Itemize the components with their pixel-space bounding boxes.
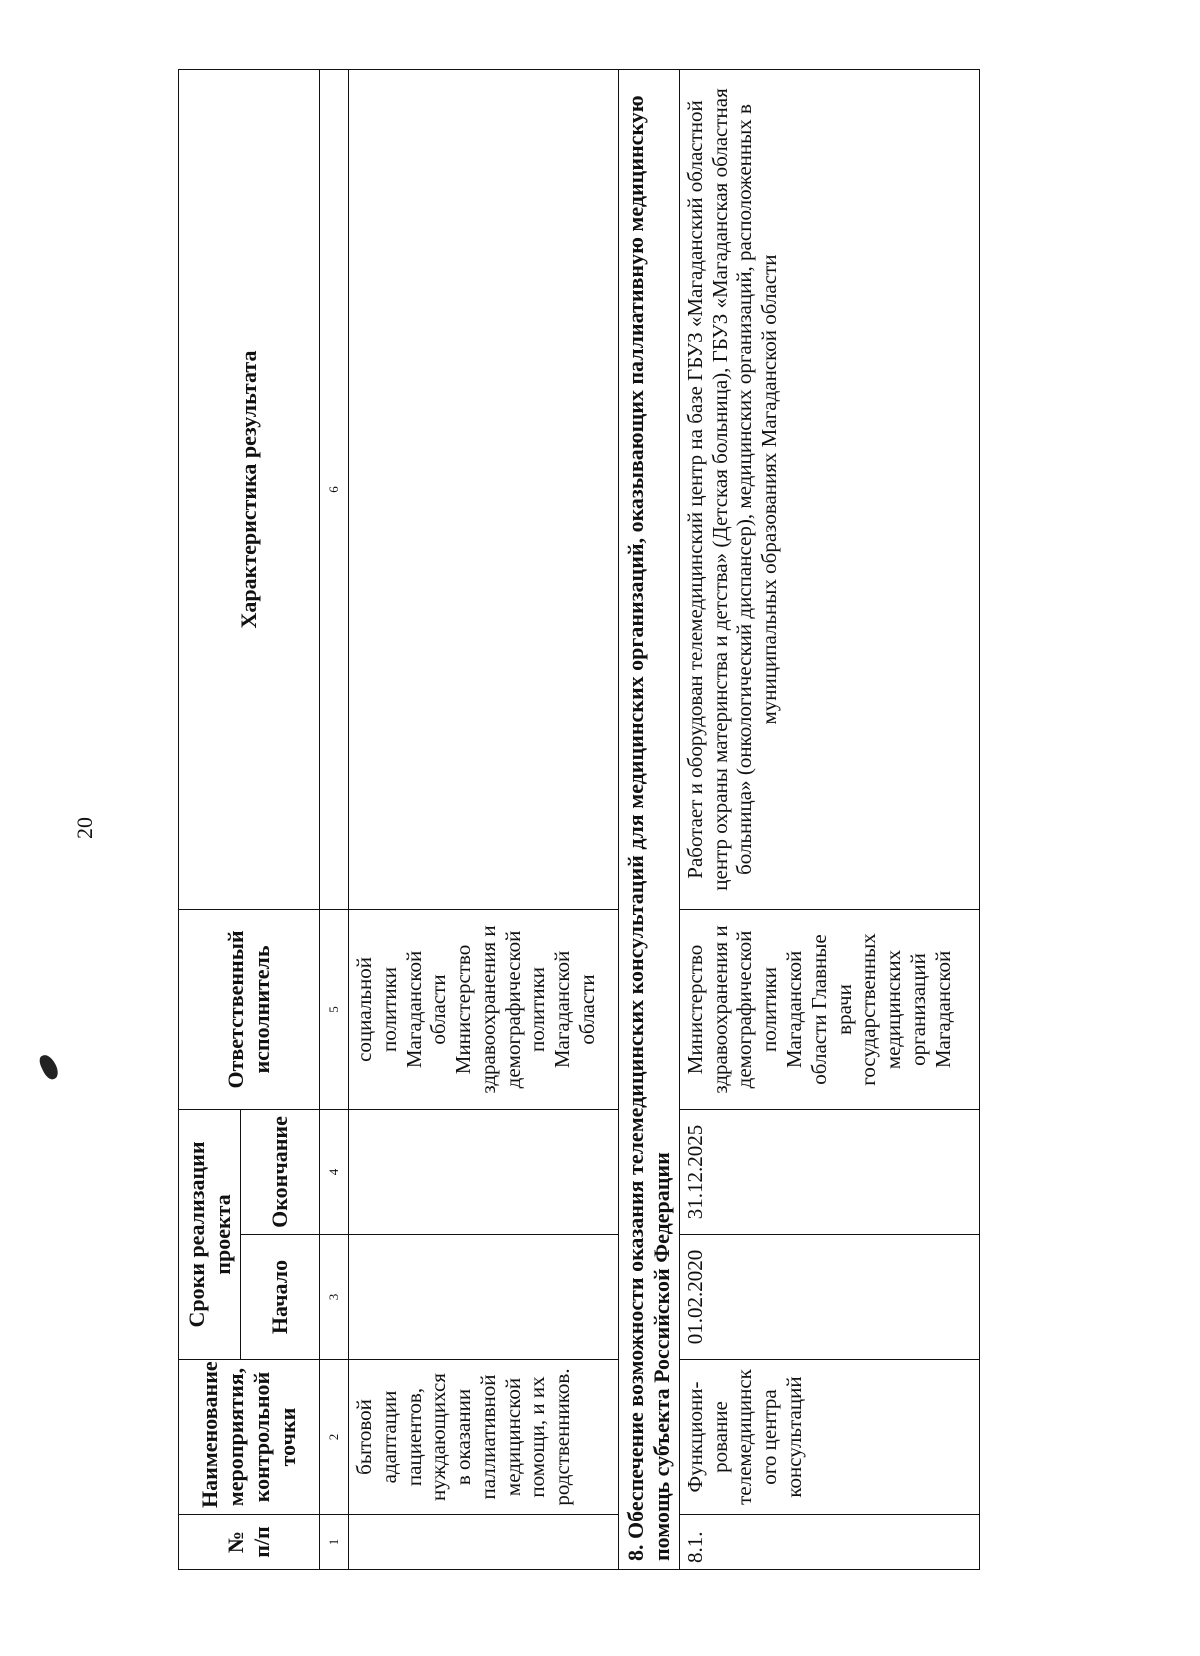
column-number-row xyxy=(320,69,349,1569)
cell-result: Работает и оборудован телемедицинский центр на базе ГБУЗ «Магаданский областной центр охраны материнства и детства» (Детская больница), ГБУЗ «Магаданская областная больница» (онкологический диспансер), медицинских организаций, расположенных в муниципальных образованиях Магаданской области xyxy=(679,69,979,909)
rotated-table-container xyxy=(178,70,1058,1570)
scan-mark xyxy=(37,1052,61,1081)
header-responsible: Ответственный исполнитель xyxy=(179,909,320,1109)
column-number: 4 xyxy=(320,1109,349,1234)
cell-name: бытовой адаптации пациентов, нуждающихся в оказании паллиативной медицинской помощи, и их родственников. xyxy=(349,1360,619,1515)
table-row xyxy=(349,69,619,1569)
column-number: 5 xyxy=(320,909,349,1109)
cell-num xyxy=(349,1515,619,1570)
header-name: Наименование мероприятия, контрольной точки xyxy=(179,1360,320,1515)
page-number: 20 xyxy=(72,817,97,839)
cell-start xyxy=(349,1235,619,1360)
cell-result xyxy=(349,69,619,909)
cell-responsible: Министерство здравоохранения и демографической политики Магаданской области Главные врачи государственных медицинских организаций Магаданской xyxy=(679,909,979,1109)
header-num: № п/п xyxy=(179,1515,320,1570)
header-period: Сроки реализации проекта xyxy=(179,1109,241,1359)
cell-responsible: социальной политики Магаданской области Министерство здравоохранения и демографической политики Магаданской области xyxy=(349,909,619,1109)
column-number: 3 xyxy=(320,1235,349,1360)
table-row xyxy=(679,69,979,1569)
section-row xyxy=(619,69,680,1569)
cell-start: 01.02.2020 xyxy=(679,1235,979,1360)
header-result: Характеристика результата xyxy=(179,69,320,909)
cell-name: Функциони- рование телемедицинск ого центра консультаций xyxy=(679,1360,979,1515)
cell-end xyxy=(349,1109,619,1234)
header-start: Начало xyxy=(241,1235,320,1360)
cell-end: 31.12.2025 xyxy=(679,1109,979,1234)
header-row-1 xyxy=(179,69,241,1569)
column-number: 1 xyxy=(320,1515,349,1570)
column-number: 6 xyxy=(320,69,349,909)
implementation-plan-table xyxy=(178,69,980,1570)
header-end: Окончание xyxy=(241,1109,320,1234)
column-number: 2 xyxy=(320,1360,349,1515)
cell-num: 8.1. xyxy=(679,1515,979,1570)
section-title: 8. Обеспечение возможности оказания телемедицинских консультаций для медицинских организаций, оказывающих паллиативную медицинскую помощь субъекта Российской Федерации xyxy=(619,69,680,1569)
